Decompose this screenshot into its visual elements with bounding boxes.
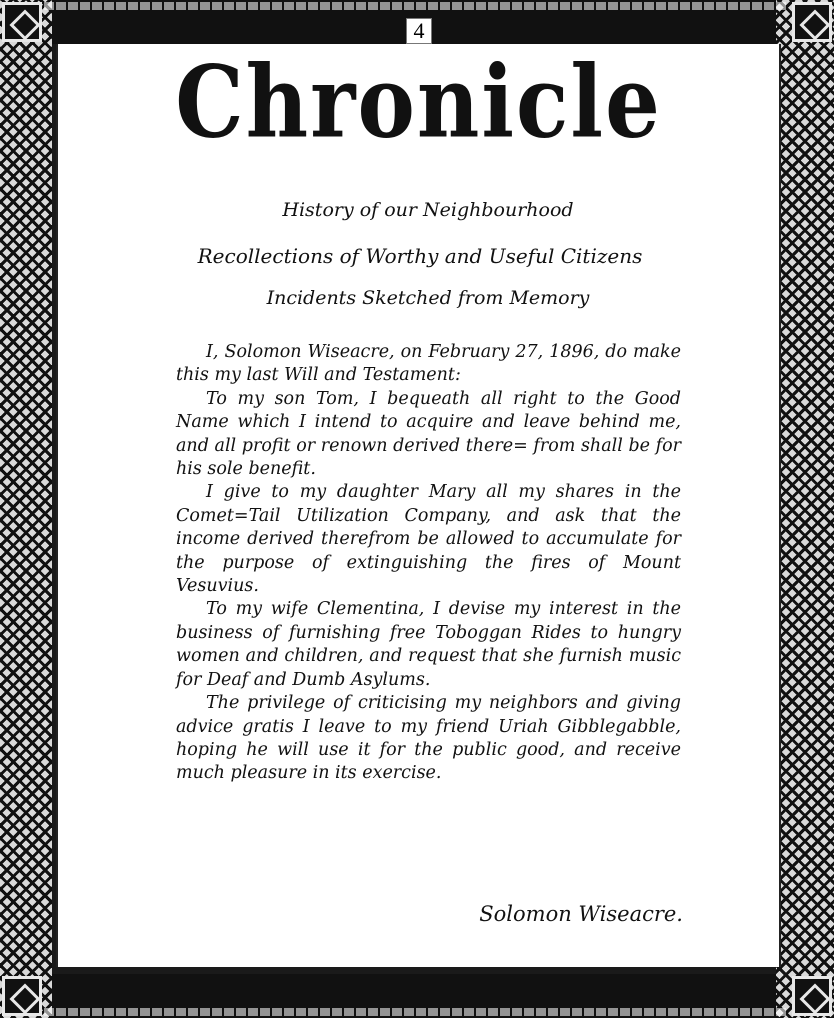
- subtitle-line-1: History of our Neighbourhood: [282, 199, 574, 221]
- paragraph: The privilege of criticising my neighbors and giving advice gratis I leave to my friend Uriah Gibblegabble, hoping he will use it for the public good, and receive much pleasure in its exercise.: [176, 693, 681, 784]
- document-sheet: [56, 44, 781, 967]
- ornament-corner-icon: [792, 976, 832, 1016]
- subtitle-line-3: Incidents Sketched from Memory: [266, 287, 590, 309]
- ornament-corner-icon: [2, 976, 42, 1016]
- page-number: 4: [406, 18, 432, 44]
- paragraph: To my wife Clementina, I devise my interest in the business of furnishing free Toboggan Rides to hungry women and children, and request that she furnish music for Deaf and Dumb Asylums.: [176, 599, 681, 690]
- ornament-corner-icon: [792, 2, 832, 42]
- subtitle-line-2: Recollections of Worthy and Useful Citizens: [197, 244, 643, 268]
- will-text: [176, 341, 681, 786]
- ornament-corner-icon: [2, 2, 42, 42]
- paragraph: I, Solomon Wiseacre, on February 27, 1896, do make this my last Will and Testament:: [176, 342, 681, 386]
- chain-ornament-top: [44, 2, 786, 10]
- page-title: Chronicle: [175, 44, 662, 161]
- paragraph: I give to my daughter Mary all my shares in the Comet=Tail Utilization Company, and ask that the income derived therefrom be allowed to accumulate for the purpose of extinguishing the fires of Mount Vesuvius.: [176, 482, 681, 597]
- ornamental-border-right: [776, 0, 834, 1018]
- paragraph: To my son Tom, I bequeath all right to the Good Name which I intend to acquire and leave behind me, and all profit or renown derived there= from shall be for his sole benefit.: [176, 388, 681, 480]
- subtitle-block: [168, 194, 688, 314]
- ornamental-border-left: [0, 0, 52, 1018]
- chain-ornament-bottom: [44, 1008, 786, 1016]
- signature: Solomon Wiseacre.: [479, 902, 683, 926]
